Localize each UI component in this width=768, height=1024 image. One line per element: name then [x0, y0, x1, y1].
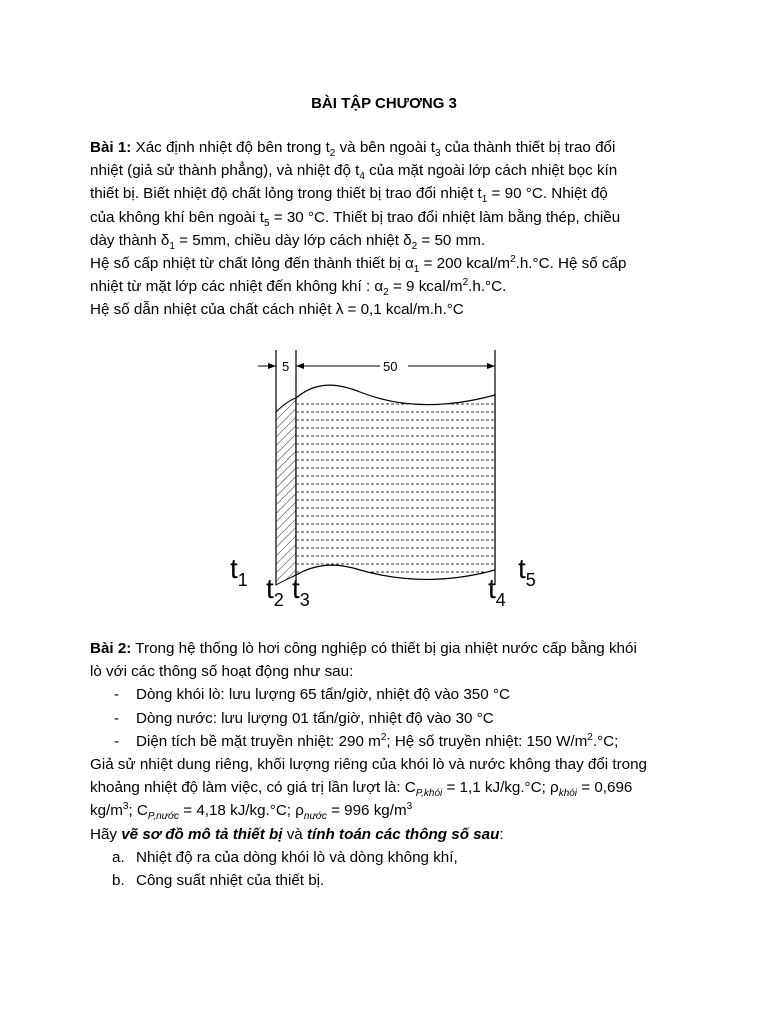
text: ; Hệ số truyền nhiệt: 150 W/m: [386, 732, 588, 750]
text: = 5mm, chiều dày lớp cách nhiệt δ: [174, 231, 412, 249]
sup: 2: [380, 731, 387, 743]
sup: 2: [587, 731, 593, 743]
text: vẽ sơ đồ mô tả thiết bị: [121, 825, 283, 843]
dash: -: [114, 732, 120, 750]
text: Xác định nhiệt độ bên trong t: [131, 139, 330, 156]
sub: 5: [263, 217, 270, 229]
sub: khói: [558, 788, 578, 800]
text: .°C;: [592, 732, 619, 750]
list-item: [90, 707, 682, 730]
text: Nhiệt độ ra của dòng khói lò và dòng không khí,: [136, 848, 458, 866]
text: = 1,1 kJ/kg.°C; ρ: [442, 779, 559, 797]
label-t2: $t_2$: [266, 573, 284, 610]
sub: P,nước: [147, 811, 180, 823]
sub: 2: [329, 148, 336, 160]
text: của không khí bên ngoài t: [90, 208, 264, 226]
text: = 4,18 kJ/kg.°C; ρ: [179, 802, 304, 820]
list-item: [90, 846, 682, 869]
text: Hệ số cấp nhiệt từ chất lỏng đến thành thiết bị α: [90, 255, 414, 273]
sub: 1: [169, 240, 175, 252]
label-t3: $t_3$: [292, 573, 310, 610]
sub: 4: [359, 171, 365, 183]
sub: P,khói: [415, 788, 443, 800]
wall-diagram: [220, 340, 560, 620]
sub: nước: [303, 811, 327, 823]
text: = 9 kcal/m: [388, 278, 463, 296]
text: .h.°C.: [468, 278, 507, 296]
text: = 50 mm.: [417, 231, 486, 249]
marker: b.: [112, 872, 125, 890]
text: = 0,696: [577, 779, 633, 797]
text: Hệ số dẫn nhiệt của chất cách nhiệt λ = 0,1 kcal/m.h.°C: [90, 301, 464, 319]
text: khoảng nhiệt độ làm việc, có giá trị lần lượt là: C: [90, 779, 416, 797]
text: = 90 °C. Nhiệt độ: [487, 185, 608, 203]
sub: 3: [435, 148, 441, 160]
text: thiết bị. Biết nhiệt độ chất lỏng trong thiết bị trao đổi nhiệt t: [90, 185, 482, 203]
label-t1: $t_1$: [230, 553, 248, 590]
sub: 2: [411, 240, 418, 252]
text: và bên ngoài t: [335, 139, 435, 156]
sup: 3: [122, 801, 129, 813]
text: = 996 kg/m: [326, 802, 407, 820]
text: lò với các thông số hoạt động như sau:: [90, 663, 354, 681]
text: :: [499, 825, 504, 843]
list-item: [90, 730, 682, 753]
text: của thành thiết bị trao đổi: [440, 139, 616, 156]
text: của mặt ngoài lớp cách nhiệt bọc kín: [364, 162, 618, 180]
sup: 3: [406, 801, 413, 813]
text: nhiệt từ mặt lớp các nhiệt đến không khí : α: [90, 278, 384, 296]
sup: 2: [462, 277, 469, 289]
sup: 2: [510, 253, 516, 265]
text: = 30 °C. Thiết bị trao đổi nhiệt làm bằng thép, chiều: [269, 208, 621, 226]
exercise-2-label: Bài 2:: [90, 640, 132, 657]
text: ; C: [128, 802, 148, 820]
list-item: [90, 683, 682, 706]
label-t4: $t_4$: [488, 573, 506, 610]
exercise-1: [90, 136, 682, 322]
text: Trong hệ thống lò hơi công nghiệp có thiết bị gia nhiệt nước cấp bằng khói: [131, 640, 637, 657]
dimension-50-label: 50: [383, 359, 398, 374]
sub: 1: [413, 264, 420, 276]
text: = 200 kcal/m: [419, 255, 511, 273]
page-title: BÀI TẬP CHƯƠNG 3: [311, 95, 457, 112]
sub: 2: [383, 287, 389, 299]
text: Diện tích bề mặt truyền nhiệt: 290 m: [136, 732, 381, 750]
text: Dòng khói lò: lưu lượng 65 tấn/giờ, nhiệt độ vào 350 °C: [136, 686, 510, 704]
text: nhiệt (giả sử thành phẳng), và nhiệt độ t: [90, 162, 360, 180]
text: Công suất nhiệt của thiết bị.: [136, 872, 325, 890]
steel-wall: [276, 398, 296, 585]
text: .h.°C. Hệ số cấp: [515, 255, 627, 273]
text: dày thành δ: [90, 231, 170, 249]
text: kg/m: [90, 802, 123, 820]
text: Hãy: [90, 825, 122, 843]
marker: a.: [112, 848, 125, 866]
list-item: [90, 869, 682, 892]
dimension-5-label: 5: [282, 359, 290, 374]
text: và: [282, 825, 307, 843]
text: tính toán các thông số sau: [306, 825, 500, 843]
dash: -: [114, 709, 120, 727]
text: Dòng nước: lưu lượng 01 tấn/giờ, nhiệt độ vào 30 °C: [136, 709, 494, 727]
exercise-1-label: Bài 1:: [90, 139, 132, 156]
dash: -: [114, 686, 120, 704]
label-t5: $t_5$: [518, 553, 536, 590]
sub: 1: [481, 194, 488, 206]
text: Giả sử nhiệt dung riêng, khối lượng riêng của khói lò và nước không thay đổi trong: [90, 756, 647, 774]
insulation-layer: [296, 385, 495, 579]
exercise-2: [90, 637, 682, 892]
